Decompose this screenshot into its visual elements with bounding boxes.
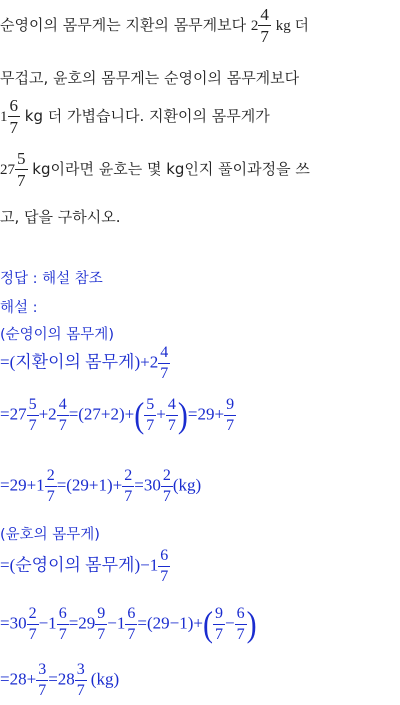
equation-6: =28+ $\frac{3}{7}$ =28 $\frac{3}{7}$ (kg) xyxy=(0,661,120,699)
equation-5: =30 $\frac{2}{7}$ −1 $\frac{6}{7}$ =29 $\frac{9}{7}$ −1 $\frac{6}{7}$ =(29−1)+( $\frac{9}{7}$ − $\frac{6}{7}$ ) xyxy=(0,604,257,644)
fraction: $\frac{6}{7}$ xyxy=(9,96,18,137)
equation-3: =29+1 $\frac{2}{7}$ =(29+1)+ $\frac{2}{7}$ =30 $\frac{2}{7}$ (kg) xyxy=(0,467,202,505)
section-head-2: (윤호의 몸무게) xyxy=(0,527,100,543)
equation-2: =27 $\frac{5}{7}$ +2 $\frac{4}{7}$ =(27+2)+( $\frac{5}{7}$ + $\frac{4}{7}$ )=29+ $\frac{9}{7}$ xyxy=(0,395,235,435)
question-line-5: 고, 답을 구하시오. xyxy=(0,208,121,226)
fraction: $\frac{4}{7}$ xyxy=(260,5,269,46)
question-line-3: 1 $\frac{6}{7}$ kg 더 가볍습니다. 지환이의 몸무게가 xyxy=(0,96,270,137)
question-line-1: 순영이의 몸무게는 지환의 몸무게보다 2 $\frac{4}{7}$ kg 더 xyxy=(0,5,309,46)
answer-label: 정답 : 해설 참조 xyxy=(0,271,103,287)
question-line-2: 무겁고, 윤호의 몸무게는 순영이의 몸무게보다 xyxy=(0,69,300,87)
explanation-label: 해설 : xyxy=(0,300,38,316)
section-head-1: (순영이의 몸무게) xyxy=(0,327,114,343)
question-line-4: 27 $\frac{5}{7}$ kg이라면 윤호는 몇 kg인지 풀이과정을 쓰 xyxy=(0,149,310,190)
equation-4: =(순영이의 몸무게)−1 $\frac{6}{7}$ xyxy=(0,547,169,585)
question-text: 순영이의 몸무게는 지환의 몸무게보다 xyxy=(0,16,251,34)
fraction: $\frac{5}{7}$ xyxy=(17,149,26,190)
equation-1: =(지환이의 몸무게)+2 $\frac{4}{7}$ xyxy=(0,344,169,382)
